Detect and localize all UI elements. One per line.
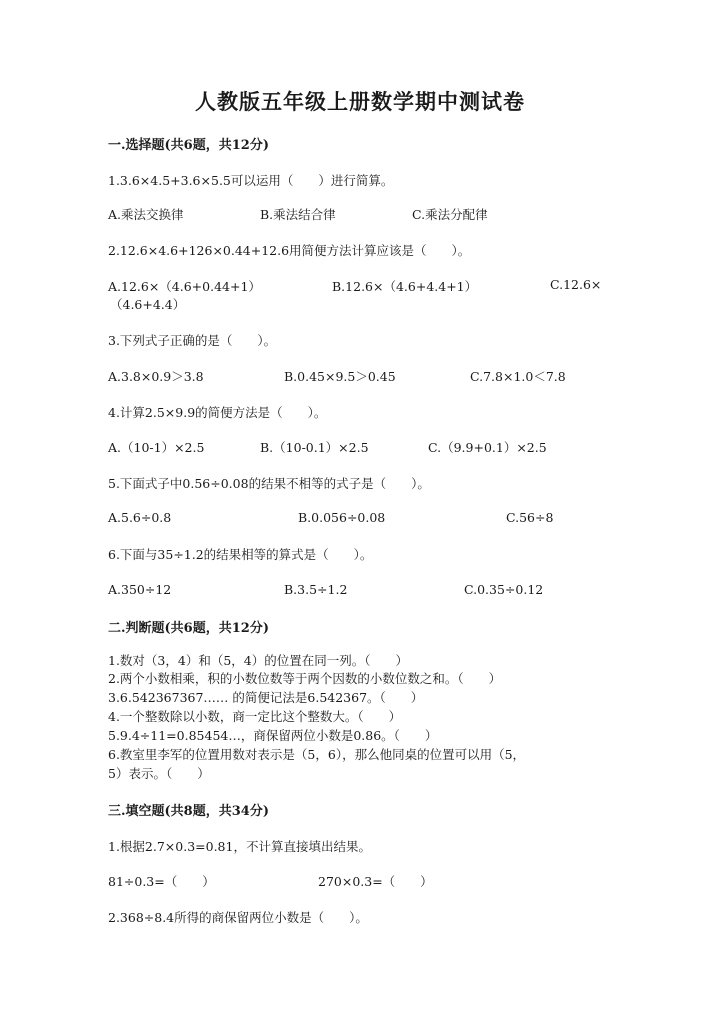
option-b: B.12.6×（4.6+4.4+1） [332, 279, 478, 294]
question-stem: 2.368÷8.4所得的商保留两位小数是（ ）。 [108, 910, 368, 925]
option-a: A.乘法交换律 [108, 207, 184, 222]
option-a: A.12.6×（4.6+0.44+1） [108, 279, 261, 294]
option-c: C.7.8×1.0＜7.8 [470, 369, 566, 384]
section-heading-choice: 一.选择题(共6题，共12分) [108, 138, 269, 153]
option-a: A.350÷12 [108, 582, 172, 597]
option-c: C.（9.9+0.1）×2.5 [428, 440, 547, 455]
option-a: A.（10-1）×2.5 [108, 440, 205, 455]
option-b: B.3.5÷1.2 [284, 582, 348, 597]
question-stem: 1.3.6×4.5+3.6×5.5可以运用（ ）进行简算。 [108, 173, 394, 188]
option-c: C.12.6× [550, 277, 602, 292]
question-stem: 5.下面式子中0.56÷0.08的结果不相等的式子是（ ）。 [108, 476, 430, 491]
option-c: C.56÷8 [506, 510, 554, 525]
option-b: B.0.45×9.5＞0.45 [284, 369, 396, 384]
question-stem: 4.计算2.5×9.9的简便方法是（ ）。 [108, 405, 327, 420]
judge-item: 6.教室里李军的位置用数对表示是（5，6），那么他同桌的位置可以用（5， [108, 747, 526, 762]
question-stem: 1.根据2.7×0.3=0.81，不计算直接填出结果。 [108, 839, 371, 854]
option-b: B.0.056÷0.08 [298, 510, 386, 525]
option-a: A.3.8×0.9＞3.8 [108, 369, 204, 384]
option-c-continued: （4.6+4.4） [110, 297, 186, 312]
judge-item-continued: 5）表示。（ ） [108, 766, 210, 781]
option-b: B.（10-0.1）×2.5 [260, 440, 369, 455]
judge-item: 5.9.4÷11=0.85454…，商保留两位小数是0.86。（ ） [108, 728, 438, 743]
option-c: C.0.35÷0.12 [464, 582, 544, 597]
page-title: 人教版五年级上册数学期中测试卷 [195, 89, 525, 114]
judge-item: 3.6.542367367…… 的简便记法是6.542367。（ ） [108, 690, 424, 705]
section-heading-judge: 二.判断题(共6题，共12分) [108, 621, 269, 636]
option-b: B.乘法结合律 [260, 207, 336, 222]
judge-item: 2.两个小数相乘，积的小数位数等于两个因数的小数位数之和。（ ） [108, 671, 502, 686]
judge-item: 4.一个整数除以小数，商一定比这个整数大。（ ） [108, 709, 402, 724]
blank-item: 270×0.3=（ ） [318, 874, 433, 889]
section-heading-fill: 三.填空题(共8题，共34分) [108, 804, 269, 819]
option-a: A.5.6÷0.8 [108, 510, 172, 525]
blank-item: 81÷0.3=（ ） [108, 874, 215, 889]
option-c: C.乘法分配律 [412, 207, 488, 222]
judge-item: 1.数对（3，4）和（5，4）的位置在同一列。（ ） [108, 653, 408, 668]
question-stem: 3.下列式子正确的是（ ）。 [108, 333, 277, 348]
question-stem: 6.下面与35÷1.2的结果相等的算式是（ ）。 [108, 547, 373, 562]
question-stem: 2.12.6×4.6+126×0.44+12.6用简便方法计算应该是（ ）。 [108, 243, 471, 258]
